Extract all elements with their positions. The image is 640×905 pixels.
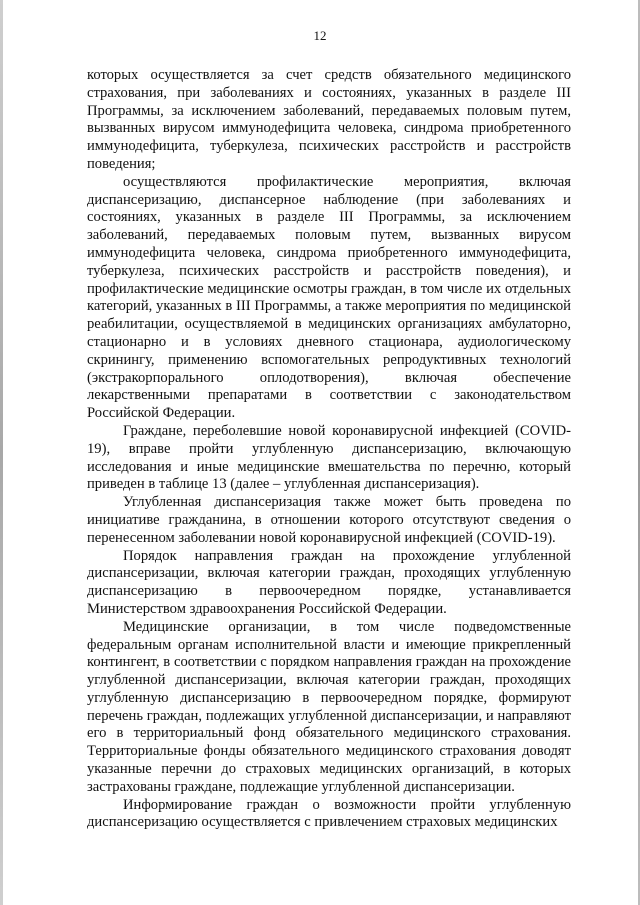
document-body: [87, 67, 571, 832]
paragraph-1: которых осуществляется за счет средств обязательного медицинского страхования, при заболеваниях и состояниях, указанных в разделе III Программы, за исключением заболеваний, передаваемых половым путем, вызванных вирусом иммунодефицита человека, синдрома приобретенного иммунодефицита, туберкулеза, психических расстройств и расстройств поведения;: [87, 67, 571, 172]
scan-edge-left: [0, 0, 3, 905]
paragraph-7: Информирование граждан о возможности пройти углубленную диспансеризацию осуществляется с привлечением страховых медицинских: [87, 796, 571, 831]
paragraph-5: Порядок направления граждан на прохождение углубленной диспансеризации, включая категории граждан, проходящих углубленную диспансеризацию в первоочередном порядке, устанавливается Министерством здравоохранения Российской Федерации.: [87, 547, 571, 617]
paragraph-2: осуществляются профилактические мероприятия, включая диспансеризацию, диспансерное наблюдение (при заболеваниях и состояниях, указанных в разделе III Программы, за исключением заболеваний, передаваемых половым путем, вызванных вирусом иммунодефицита человека, синдрома приобретенного иммунодефицита, туберкулеза, психических расстройств и расстройств поведения), и профилактические медицинские осмотры граждан, в том числе их отдельных категорий, указанных в III Программы, а также мероприятия по медицинской реабилитации, осуществляемой в медицинских организациях амбулаторно, стационарно и в условиях дневного стационара, аудиологическому скринингу, применению вспомогательных репродуктивных технологий (экстракорпорального оплодотворения), включая обеспечение лекарственными препаратами в соответствии с законодательством Российской Федерации.: [87, 173, 571, 422]
paragraph-6: Медицинские организации, в том числе подведомственные федеральным органам исполнительной власти и имеющие прикрепленный контингент, в соответствии с порядком направления граждан на прохождение углубленной диспансеризации, включая категории граждан, проходящих углубленную диспансеризацию в первоочередном порядке, формируют перечень граждан, подлежащих углубленной диспансеризации, и направляют его в территориальный фонд обязательного медицинского страхования. Территориальные фонды обязательного медицинского страхования доводят указанные перечни до страховых медицинских организаций, в которых застрахованы граждане, подлежащие углубленной диспансеризации.: [87, 618, 571, 795]
paragraph-3: Граждане, переболевшие новой коронавирусной инфекцией (COVID-19), вправе пройти углубленную диспансеризацию, включающую исследования и иные медицинские вмешательства по перечню, который приведен в таблице 13 (далее – углубленная диспансеризация).: [87, 422, 571, 493]
paragraph-4: Углубленная диспансеризация также может быть проведена по инициативе гражданина, в отношении которого отсутствуют сведения о перенесенном заболевании новой коронавирусной инфекцией (COVID-19).: [87, 494, 571, 546]
page-number: 12: [313, 28, 327, 43]
